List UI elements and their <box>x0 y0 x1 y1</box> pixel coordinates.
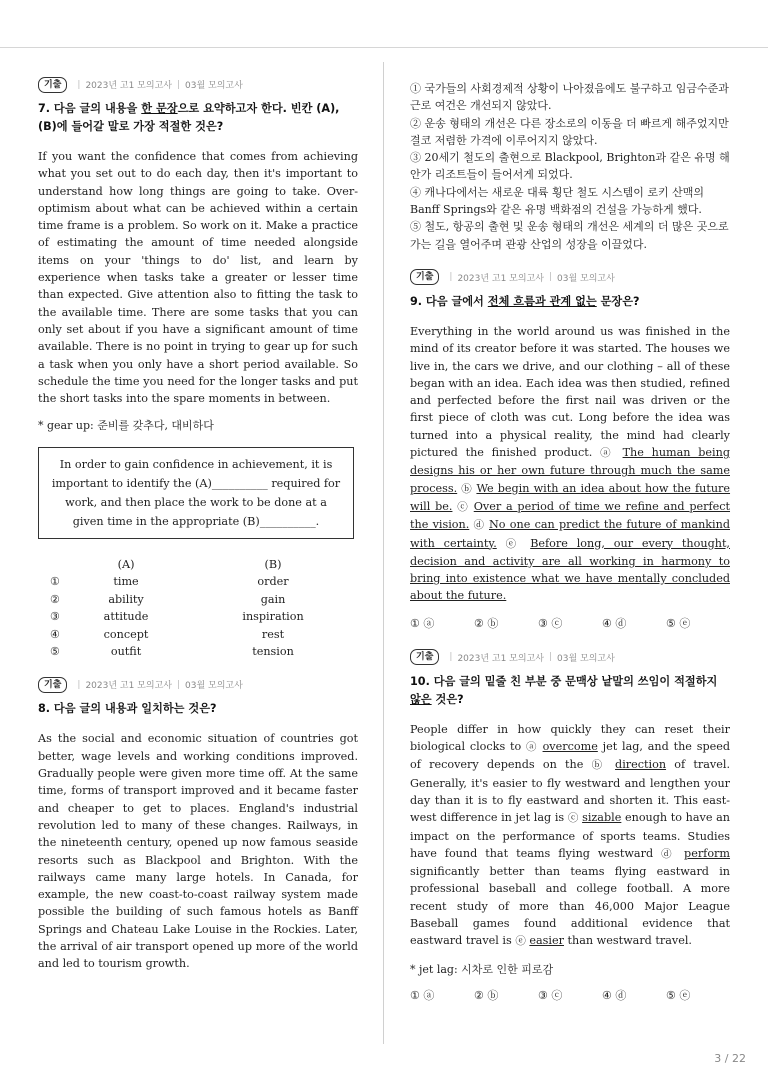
choice[interactable]: ① 국가들의 사회경제적 상황이 나아졌음에도 불구하고 임금수준과 근로 여건은 개선되지 않았다. <box>410 82 729 113</box>
exam-month: 03월 모의고사 <box>557 273 615 284</box>
exam-year: 2023년 고1 모의고사 <box>85 681 172 692</box>
exam-tag: 기출 <box>410 649 439 665</box>
option-row[interactable]: ① time order <box>50 575 289 589</box>
passage: As the social and economic situation of countries got better, wage levels and working conditions improved. Gradually people were given more time off. At the same time, forms of transport improved and it became faster and cheaper to get to places. England's industrial revolution led to many of these changes. Railways, in the nineteenth century, opened up now famous seaside resorts such as Blackpool and Brighton. With the railways came many large hotels. In Canada, for example, the new coast-to-coast railway system made possible the building of such famous hotels as Banff Springs and Chateau Lake Louise in the Rockies. Later, the arrival of air transport opened up more of the world and led to tourism growth. <box>38 732 358 971</box>
marker-b: ⓑ <box>591 759 607 772</box>
question-meta: 기출 | 2023년 고1 모의고사 | 03월 모의고사 <box>410 269 730 286</box>
answer-choice[interactable]: ④ ⓓ <box>602 616 627 630</box>
passage: If you want the confidence that comes from achieving what you set out to do each day, then it's important to understand how long things are going to take. Over-optimism about what can be achieved within a certain time frame is a problem. So work on it. Make a practice of estimating the amount of time needed alongside items on your 'things to do' list, and learn by experience when tasks take a greater or lesser time than expected. Give attention also to fitting the task to the available time. There are some tasks that you can only set about if you have a significant amount of time available. There is no point in trying to gear up for such a task when you only have a short period available. So schedule the time you need for the longer tasks and put the short tasks into the spare moments in between. <box>38 150 358 406</box>
marker-e: ⓔ <box>505 537 522 550</box>
marker-c: ⓒ <box>457 500 469 513</box>
options-header: (A) (B) <box>117 557 282 571</box>
answer-choice[interactable]: ③ ⓒ <box>538 988 563 1002</box>
exam-tag: 기출 <box>410 269 439 285</box>
question-title: 9. 다음 글에서 전체 흐름과 관계 없는 문장은? <box>410 294 640 308</box>
exam-tag: 기출 <box>38 77 67 93</box>
question-meta: 기출 | 2023년 고1 모의고사 | 03월 모의고사 <box>38 676 358 693</box>
sentence-c: Over a period of time we refine and perfect the vision. <box>410 499 731 532</box>
page-number: 3 / 22 <box>714 1052 746 1065</box>
footnote: * jet lag: 시차로 인한 피로감 <box>410 962 554 976</box>
option-row[interactable]: ② ability gain <box>50 592 286 606</box>
exam-year: 2023년 고1 모의고사 <box>85 81 172 91</box>
exam-month: 03월 모의고사 <box>557 653 615 664</box>
exam-year: 2023년 고1 모의고사 <box>457 273 544 284</box>
word-e: easier <box>529 934 564 948</box>
answer-choice[interactable]: ⑤ ⓔ <box>666 616 691 630</box>
answer-choice[interactable]: ④ ⓓ <box>602 988 627 1002</box>
right-column <box>410 80 730 1003</box>
choice[interactable]: ③ 20세기 철도의 출현으로 Blackpool, Brighton과 같은 유명 해안가 리조트들이 들어서게 되었다. <box>410 151 730 182</box>
question-7 <box>38 76 358 660</box>
question-8-choices <box>410 80 730 253</box>
question-meta: 기출 | 2023년 고1 모의고사 | 03월 모의고사 <box>410 649 730 666</box>
sentence-e: Before long, our every thought, decision and activity are all working in harmony to bring into existence what we have mentally concluded about the future. <box>410 536 730 603</box>
sentence-b: We begin with an idea about how the future will be. <box>410 481 731 513</box>
marker-a: ⓐ <box>526 741 538 754</box>
choice[interactable]: ⑤ 철도, 항공의 출현 및 운송 형태의 개선은 세계의 더 많은 곳으로 가는 길을 열어주며 관광 산업의 성장을 이끌었다. <box>410 220 729 251</box>
answer-choices <box>410 987 730 1003</box>
answer-choice[interactable]: ② ⓑ <box>474 988 499 1002</box>
exam-month: 03월 모의고사 <box>185 681 243 692</box>
word-b: direction <box>615 758 667 772</box>
exam-year: 2023년 고1 모의고사 <box>457 653 544 664</box>
option-row[interactable]: ④ concept rest <box>50 627 285 641</box>
marker-a: ⓐ <box>600 447 615 460</box>
word-c: sizable <box>582 811 622 825</box>
word-d: perform <box>684 846 731 860</box>
question-10 <box>410 649 730 1003</box>
answer-choice[interactable]: ① ⓐ <box>410 616 435 630</box>
answer-choice[interactable]: ⑤ ⓔ <box>666 988 691 1002</box>
marker-d: ⓓ <box>473 519 485 532</box>
choice[interactable]: ② 운송 형태의 개선은 다른 장소로의 이동을 더 빠르게 해주었지만 결코 저렴한 가격에 이루어지지 않았다. <box>410 116 729 147</box>
question-title: 7. 다음 글의 내용을 한 문장으로 요약하고자 한다. 빈칸 (A), (B)에 들어갈 말로 가장 적절한 것은? <box>38 102 340 133</box>
exam-tag: 기출 <box>38 677 67 693</box>
marker-d: ⓓ <box>661 847 677 860</box>
sentence-a: The human being designs his or her own future through much the same process. <box>410 446 730 495</box>
option-row[interactable]: ③ attitude inspiration <box>50 610 304 624</box>
answer-choice[interactable]: ② ⓑ <box>474 616 499 630</box>
passage: Everything in the world around us was finished in the mind of its creator before it was started. The houses we live in, the cars we drive, and our clothing – all of these began with an idea. Each idea was then studied, refined and perfected before the first nail was driven or the first piece of cloth was cut. Long before the idea was turned into a physical reality, the mind had clearly pictured the finished product. ⓐ The human being designs his or her own future through much the same process. ⓑ We begin with an idea about how the future will be. ⓒ Over a period of time we refine and perfect the vision. ⓓ No one can predict the future of mankind with certainty. ⓔ Before long, our every thought, decision and activity are all working in harmony to bring into existence what we have mentally concluded about the future. <box>410 324 731 603</box>
word-a: overcome <box>542 740 598 754</box>
exam-month: 03월 모의고사 <box>185 81 243 91</box>
passage: People differ in how quickly they can reset their biological clocks to ⓐ overcome jet lag, and the speed of recovery depends on the ⓑ direction of travel. Generally, it's easier to fly westward and lengthen your day than it is to fly eastward and shorten it. This east-west difference in jet lag is ⓒ sizable enough to have an impact on the performance of sports teams. Studies have found that teams flying westward ⓓ perform significantly better than teams flying eastward in professional baseball and college football. A more recent study of more than 46,000 Major League Baseball games found additional evidence that eastward travel is ⓔ easier than westward travel. <box>410 722 731 948</box>
answer-choice[interactable]: ③ ⓒ <box>538 616 563 630</box>
answer-choices <box>410 615 730 631</box>
question-8 <box>38 676 358 972</box>
question-title: 10. 다음 글의 밑줄 친 부분 중 문맥상 낱말의 쓰임이 적절하지 않은 것은? <box>410 674 718 706</box>
left-column <box>38 76 358 973</box>
sentence-d: No one can predict the future of mankind with certainty. <box>410 518 731 550</box>
footnote: * gear up: 준비를 갖추다, 대비하다 <box>38 419 214 433</box>
option-row[interactable]: ⑤ outfit tension <box>50 645 294 659</box>
column-divider <box>383 62 384 1044</box>
marker-c: ⓒ <box>567 812 579 825</box>
summary-box: In order to gain confidence in achievement, it is important to identify the (A)__________ required for work, and then place the work to be done at a given time in the appropriate (B)__________. <box>38 447 354 539</box>
choice[interactable]: ④ 캐나다에서는 새로운 대륙 횡단 철도 시스템이 로키 산맥의 Banff Springs와 같은 유명 백화점의 건설을 가능하게 했다. <box>410 185 704 217</box>
answer-choice[interactable]: ① ⓐ <box>410 988 435 1002</box>
question-title: 8. 다음 글의 내용과 일치하는 것은? <box>38 702 217 716</box>
question-9 <box>410 269 730 631</box>
header-rule <box>0 47 768 48</box>
answer-options-table <box>38 555 358 660</box>
marker-b: ⓑ <box>461 482 473 495</box>
marker-e: ⓔ <box>515 935 526 948</box>
question-meta: 기출 | 2023년 고1 모의고사 | 03월 모의고사 <box>38 76 358 93</box>
